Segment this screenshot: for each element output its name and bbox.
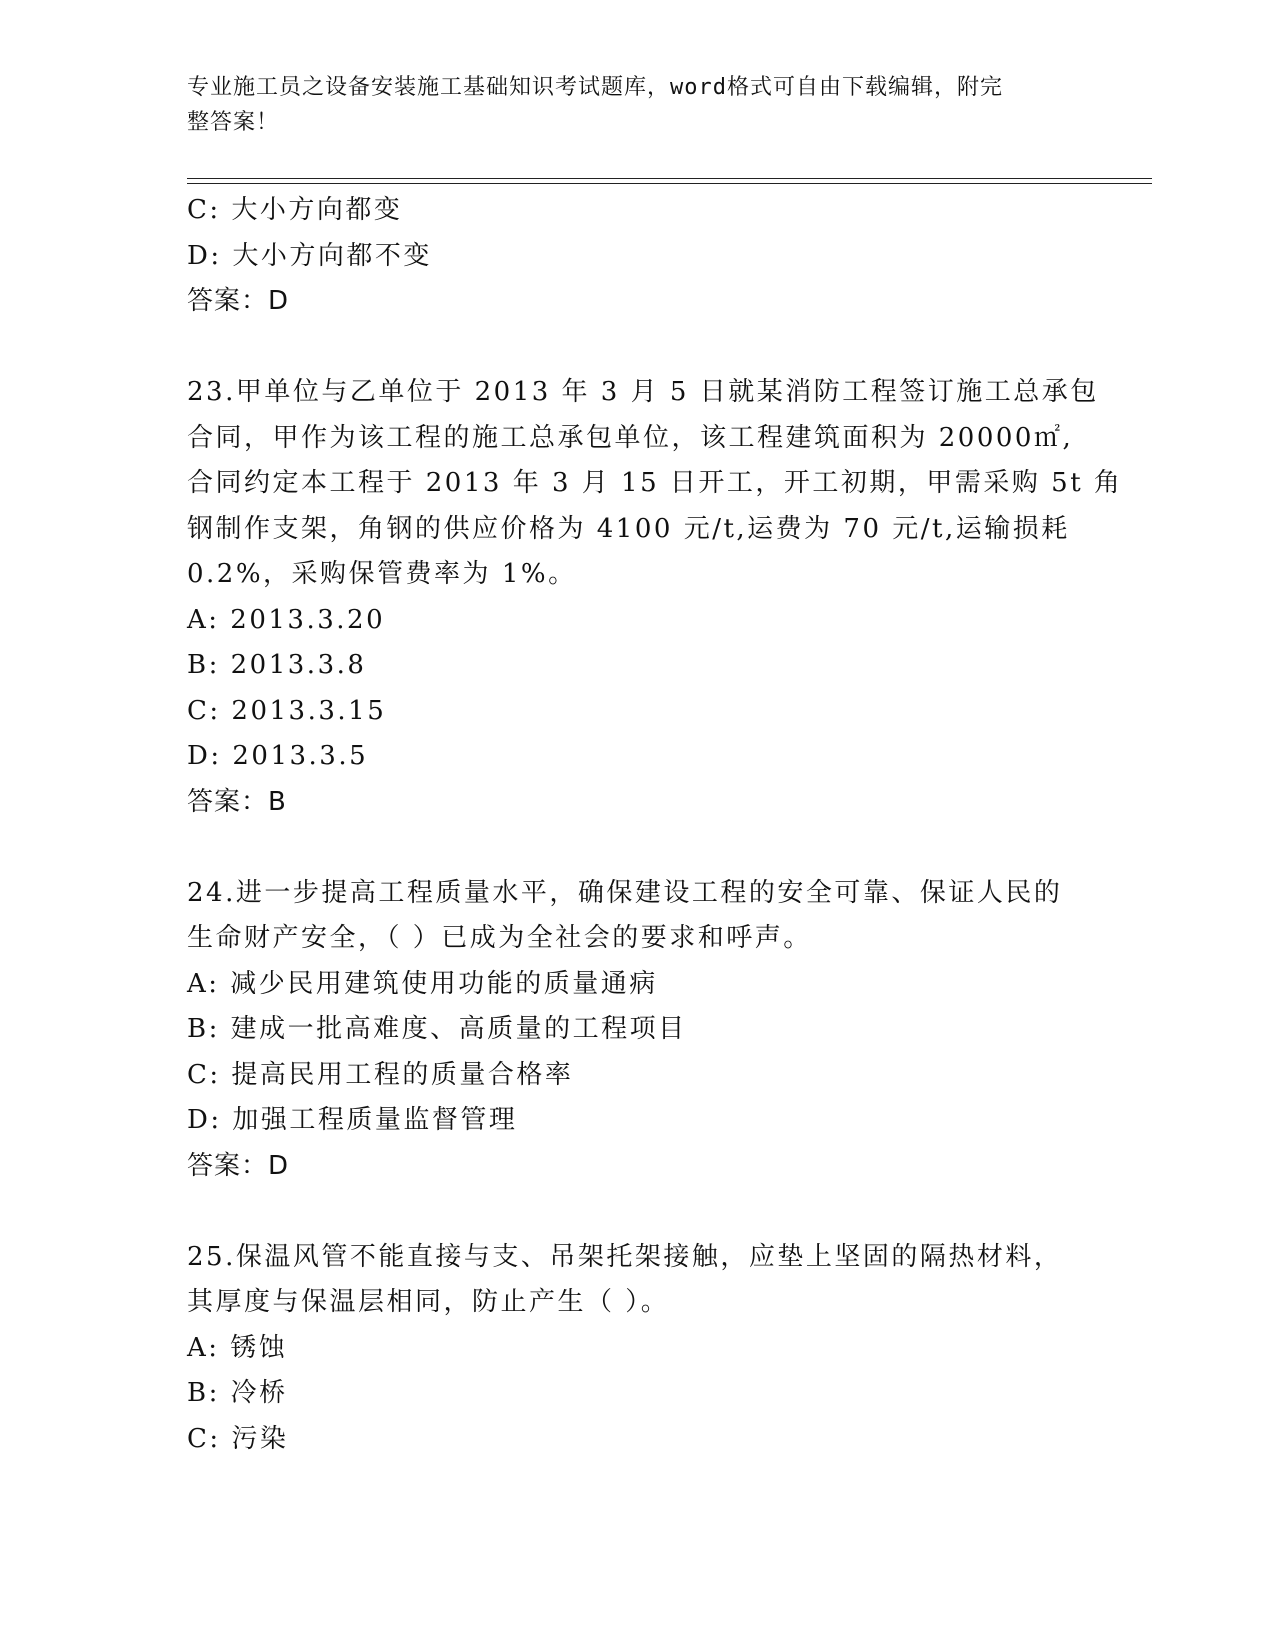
option-d: D: 大小方向都不变 [187, 240, 432, 271]
document-body [187, 188, 1123, 1462]
question-text-line: 钢制作支架，角钢的供应价格为 4100 元/t,运费为 70 元/t,运输损耗 [187, 513, 1070, 544]
question-text-line: 0.2%，采购保管费率为 1%。 [187, 559, 577, 589]
spacer [187, 1189, 1087, 1235]
answer: 答案：D [187, 1150, 290, 1181]
option-d: D: 2013.3.5 [187, 741, 369, 771]
header-divider-bottom [187, 183, 1152, 184]
question-text-line: 合同，甲作为该工程的施工总承包单位，该工程建筑面积为 20000㎡, [187, 422, 1074, 453]
option-a: A: 锈蚀 [187, 1332, 288, 1363]
option-b: B: 2013.3.8 [187, 650, 367, 680]
question-text-line: 合同约定本工程于 2013 年 3 月 15 日开工，开工初期，甲需采购 5t 角 [187, 468, 1123, 498]
question-22-tail [187, 188, 1087, 325]
question-text-line: 24.进一步提高工程质量水平，确保建设工程的安全可靠、保证人民的 [187, 877, 1063, 908]
option-c: C: 2013.3.15 [187, 695, 387, 726]
question-24 [187, 871, 1087, 1190]
question-text-line: 25.保温风管不能直接与支、吊架托架接触，应垫上坚固的隔热材料， [187, 1241, 1063, 1272]
option-b: B: 冷桥 [187, 1378, 288, 1408]
option-c: C: 大小方向都变 [187, 195, 403, 225]
question-text-line: 23.甲单位与乙单位于 2013 年 3 月 5 日就某消防工程签订施工总承包 [187, 377, 1099, 407]
answer: 答案：D [187, 286, 290, 316]
option-c: C: 提高民用工程的质量合格率 [187, 1059, 574, 1090]
header-line-2: 整答案！ [187, 110, 280, 135]
question-23 [187, 370, 1123, 825]
option-c: C: 污染 [187, 1423, 289, 1454]
document-header [187, 70, 1067, 140]
question-text-line: 其厚度与保温层相同，防止产生（ ）。 [187, 1287, 670, 1317]
question-25 [187, 1235, 1087, 1463]
option-b: B: 建成一批高难度、高质量的工程项目 [187, 1014, 687, 1044]
answer: 答案：B [187, 786, 287, 817]
spacer [187, 825, 1087, 871]
option-a: A: 2013.3.20 [187, 604, 386, 635]
spacer [187, 325, 1087, 371]
option-a: A: 减少民用建筑使用功能的质量通病 [187, 968, 658, 999]
header-divider-top [187, 178, 1152, 179]
header-line-1: 专业施工员之设备安装施工基础知识考试题库，word格式可自由下载编辑，附完 [187, 75, 1003, 100]
option-d: D: 加强工程质量监督管理 [187, 1105, 518, 1135]
question-text-line: 生命财产安全，（ ）已成为全社会的要求和呼声。 [187, 923, 812, 953]
